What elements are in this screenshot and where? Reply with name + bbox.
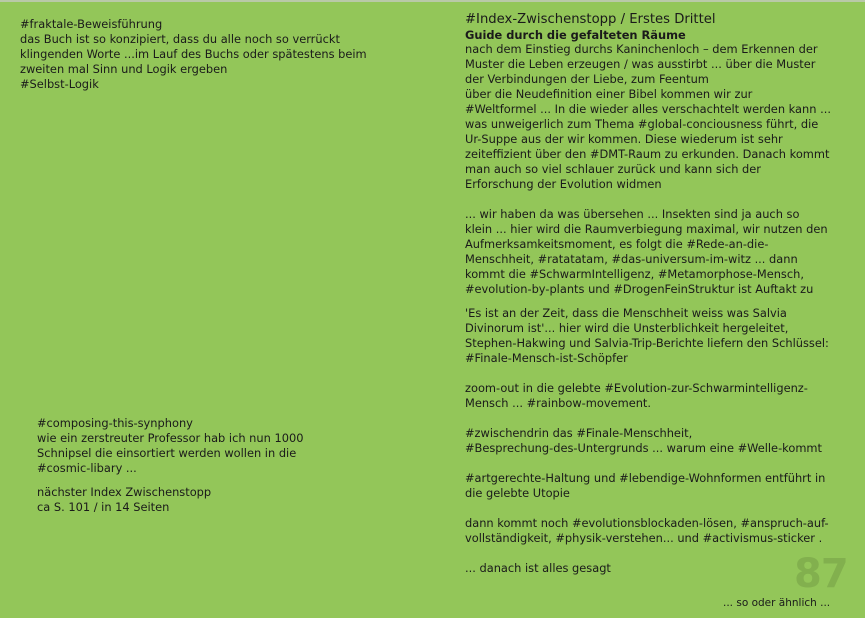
text-line: man auch so viel schlauer zurück und kann sich der <box>465 162 761 176</box>
index-stopover-section <box>465 12 831 576</box>
text-line: #cosmic-libary ... <box>37 461 137 475</box>
paragraph-7 <box>465 516 831 546</box>
footer-note: ... so oder ähnlich ... <box>723 597 831 609</box>
text-line: 'Es ist an der Zeit, dass die Menschheit weiss was Salvia <box>465 306 787 320</box>
text-line: über die Neudefinition einer Bibel kommen wir zur <box>465 87 753 101</box>
text-line: Schnipsel die einsortiert werden wollen in die <box>37 446 297 460</box>
text-line: dann kommt noch #evolutionsblockaden-lösen, #anspruch-auf- <box>465 516 829 530</box>
section-title: #Index-Zwischenstopp / Erstes Drittel <box>465 12 716 27</box>
text-line: Menschheit, #ratatatam, #das-universum-im-witz ... dann <box>465 252 798 266</box>
text-line: #Finale-Mensch-ist-Schöpfer <box>465 351 628 365</box>
text-line: #fraktale-Beweisführung <box>20 17 163 31</box>
text-line: #evolution-by-plants und #DrogenFeinStruktur ist Auftakt zu <box>465 282 814 296</box>
paragraph-8 <box>465 561 831 576</box>
composing-symphony-note <box>37 416 303 515</box>
paragraph-5 <box>465 426 831 456</box>
text-line: Stephen-Hakwing und Salvia-Trip-Berichte liefern den Schlüssel: <box>465 336 829 350</box>
text-line: wie ein zerstreuter Professor hab ich nun 1000 <box>37 431 304 445</box>
paragraph-1 <box>465 42 831 192</box>
top-border <box>0 0 865 2</box>
section-subtitle: Guide durch die gefalteten Räume <box>465 28 686 42</box>
text-line: die gelebte Utopie <box>465 486 570 500</box>
text-line: ... wir haben da was übersehen ... Insekten sind ja auch so <box>465 207 800 221</box>
text-line: Erforschung der Evolution widmen <box>465 177 662 191</box>
text-line: der Verbindungen der Liebe, zum Feentum <box>465 72 709 86</box>
text-line: zweiten mal Sinn und Logik ergeben <box>20 62 228 76</box>
text-line: Aufmerksamkeitsmoment, es folgt die #Rede-an-die- <box>465 237 769 251</box>
text-line: klein ... hier wird die Raumverbiegung maximal, wir nutzen den <box>465 222 828 236</box>
next-index-line: nächster Index Zwischenstopp <box>37 485 212 499</box>
text-line: klingenden Worte ...im Lauf des Buchs oder spätestens beim <box>20 47 367 61</box>
text-line: Divinorum ist'... hier wird die Unsterblichkeit hergeleitet, <box>465 321 789 335</box>
text-line: das Buch ist so konzipiert, dass du alle noch so verrückt <box>20 32 340 46</box>
text-line: #Selbst-Logik <box>20 77 99 91</box>
text-line: Mensch ... #rainbow-movement. <box>465 396 652 410</box>
text-line: #composing-this-synphony <box>37 416 193 430</box>
text-line: Muster die Leben erzeugen / was ausstirbt ... über die Muster <box>465 57 816 71</box>
text-line: #zwischendrin das #Finale-Menschheit, <box>465 426 693 440</box>
text-line: ... danach ist alles gesagt <box>465 561 611 575</box>
paragraph-4 <box>465 381 831 411</box>
text-line: Ur-Suppe aus der wir kommen. Diese wiederum ist sehr <box>465 132 783 146</box>
text-line: nach dem Einstieg durchs Kaninchenloch – dem Erkennen der <box>465 42 818 56</box>
paragraph-3 <box>465 306 831 366</box>
text-line: #Weltformel ... In die wieder alles verschachtelt werden kann ... <box>465 102 831 116</box>
paragraph-2 <box>465 207 831 297</box>
text-line: was unweigerlich zum Thema #global-conciousness führt, die <box>465 117 819 131</box>
page-number: 87 <box>794 551 848 597</box>
text-line: vollständigkeit, #physik-verstehen... und #activismus-sticker . <box>465 531 823 545</box>
next-index-line: ca S. 101 / in 14 Seiten <box>37 500 170 514</box>
text-line: zoom-out in die gelebte #Evolution-zur-Schwarmintelligenz- <box>465 381 808 395</box>
text-line: zeiteffizient über den #DMT-Raum zu erkunden. Danach kommt <box>465 147 830 161</box>
paragraph-6 <box>465 471 831 501</box>
text-line: kommt die #SchwarmIntelligenz, #Metamorphose-Mensch, <box>465 267 804 281</box>
text-line: #Besprechung-des-Untergrunds ... warum eine #Welle-kommt <box>465 441 822 455</box>
fraktale-beweisfuehrung-note <box>20 17 367 92</box>
text-line: #artgerechte-Haltung und #lebendige-Wohnformen entführt in <box>465 471 826 485</box>
